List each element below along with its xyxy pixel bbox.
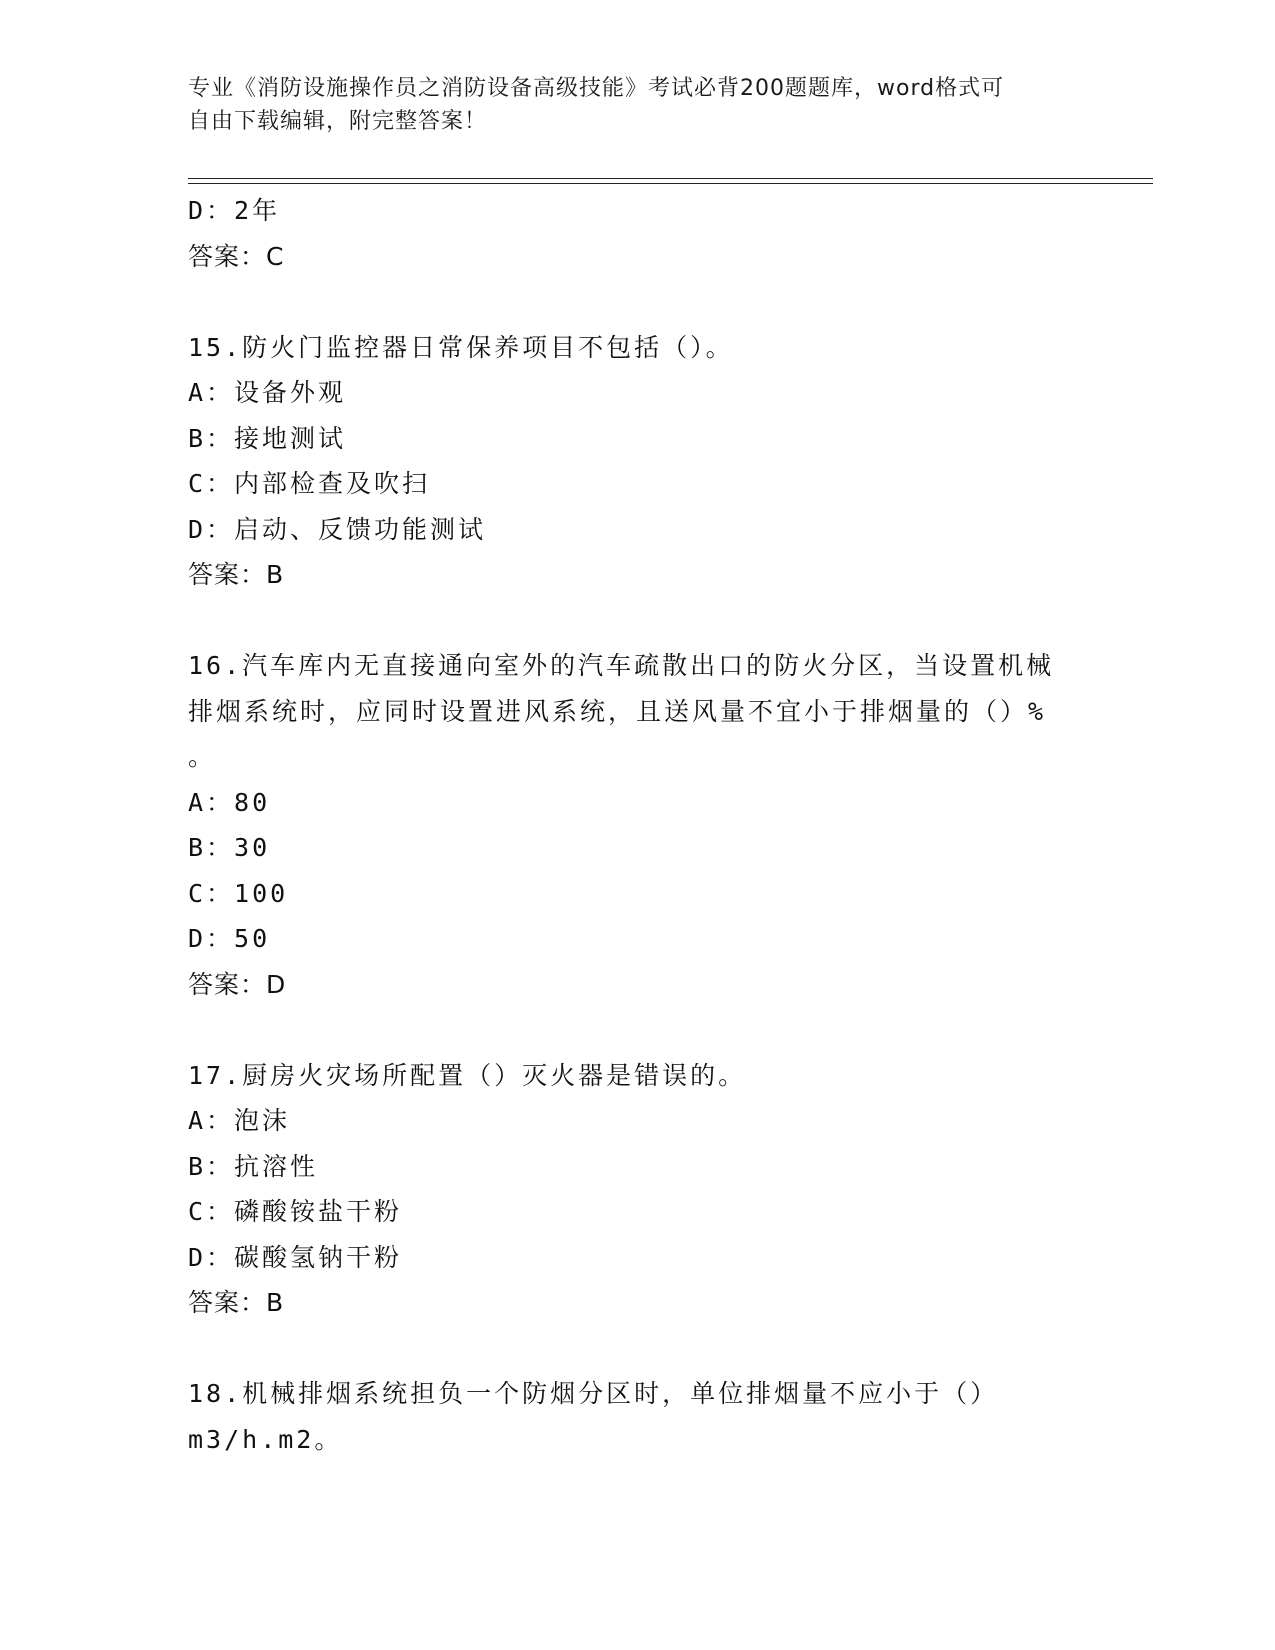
- option-d: D：碳酸氢钠干粉: [188, 1242, 403, 1272]
- question-text: 17.厨房火灾场所配置（）灭火器是错误的。: [188, 1060, 747, 1090]
- question-17: [188, 1053, 1088, 1326]
- document-header: [188, 72, 1088, 138]
- option-d: D：启动、反馈功能测试: [188, 514, 487, 544]
- question-15: [188, 325, 1088, 598]
- option-a: A：泡沫: [188, 1106, 291, 1135]
- prev-option-d: D：2年: [188, 196, 281, 225]
- option-a: A：设备外观: [188, 378, 347, 407]
- option-b: B：抗溶性: [188, 1151, 319, 1181]
- option-b: B：接地测试: [188, 423, 347, 453]
- question-text-line-2: 排烟系统时，应同时设置进风系统，且送风量不宜小于排烟量的（）%: [188, 696, 1047, 726]
- answer: 答案：D: [188, 969, 287, 999]
- question-18: [188, 1371, 1088, 1462]
- option-a: A：80: [188, 787, 271, 817]
- option-c: C：内部检查及吹扫: [188, 469, 431, 498]
- header-line-1: 专业《消防设施操作员之消防设备高级技能》考试必背200题题库，word格式可: [188, 76, 1005, 101]
- header-divider-top: [188, 178, 1153, 179]
- header-line-2: 自由下载编辑，附完整答案！: [188, 109, 488, 134]
- option-b: B：30: [188, 833, 271, 862]
- prev-answer: 答案：C: [188, 241, 285, 271]
- question-text-line-1: 18.机械排烟系统担负一个防烟分区时，单位排烟量不应小于（）: [188, 1379, 999, 1408]
- question-text-line-2: m3/h.m2。: [188, 1424, 343, 1454]
- question-16: [188, 643, 1088, 1007]
- question-list: [188, 188, 1088, 1462]
- option-c: C：100: [188, 878, 289, 908]
- question-text: 15.防火门监控器日常保养项目不包括（）。: [188, 332, 734, 362]
- question-text-line-1: 16.汽车库内无直接通向室外的汽车疏散出口的防火分区，当设置机械: [188, 651, 1055, 680]
- option-c: C：磷酸铵盐干粉: [188, 1197, 403, 1226]
- answer: 答案：B: [188, 560, 285, 589]
- answer: 答案：B: [188, 1288, 285, 1317]
- question-text-line-3: 。: [188, 742, 217, 771]
- option-d: D：50: [188, 924, 271, 953]
- header-divider-bottom: [188, 183, 1153, 184]
